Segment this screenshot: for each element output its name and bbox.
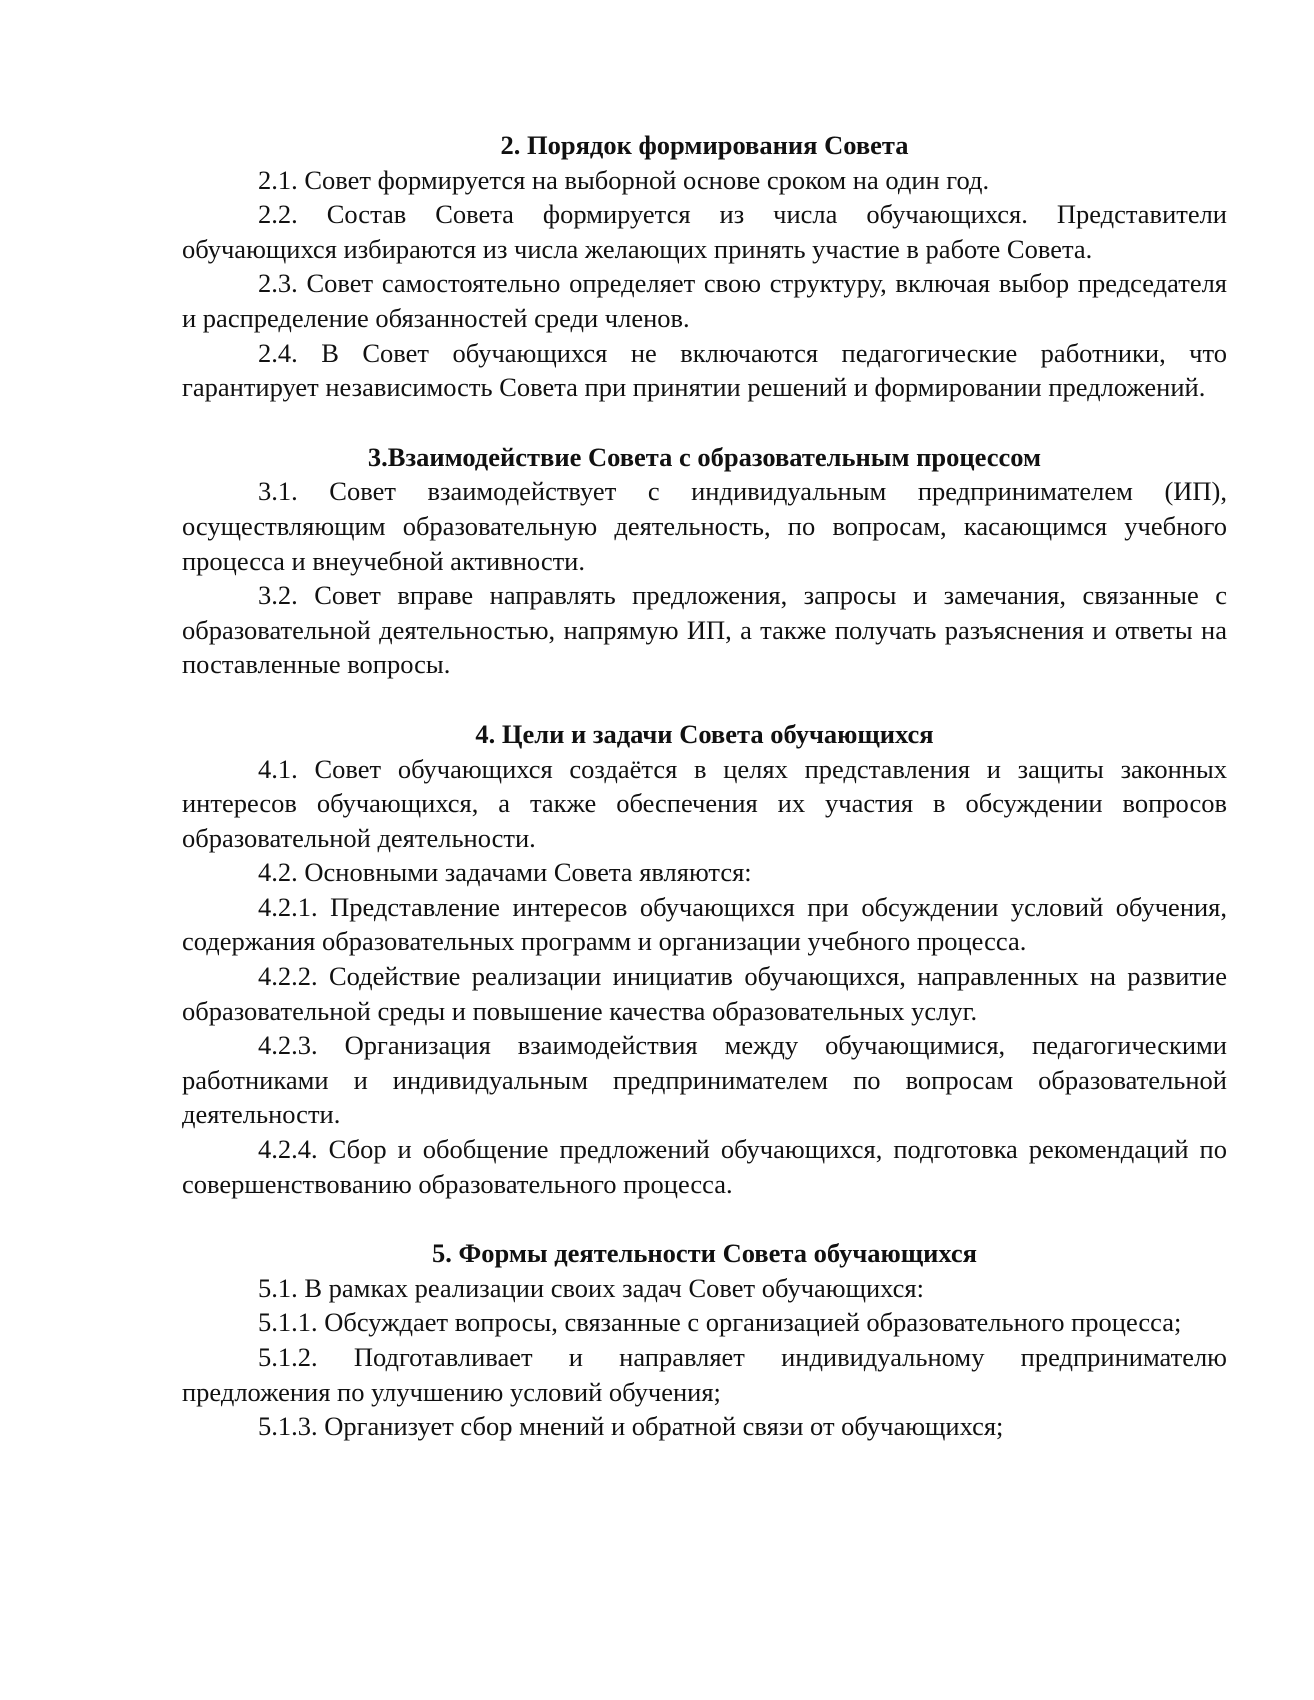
paragraph-4-2-1: 4.2.1. Представление интересов обучающихся при обсуждении условий обучения, содержания образовательных программ и организации учебного процесса. [182,891,1227,957]
section-heading: 4. Цели и задачи Совета обучающихся [475,718,934,749]
section-4-goals [182,717,1227,1201]
paragraph-2-4: 2.4. В Совет обучающихся не включаются педагогические работники, что гарантирует независимость Совета при принятии решений и формировании предложений. [182,337,1227,403]
paragraph-3-1: 3.1. Совет взаимодействует с индивидуальным предпринимателем (ИП), осуществляющим образовательную деятельность, по вопросам, касающимся учебного процесса и внеучебной активности. [182,476,1227,576]
section-3-interaction [182,440,1227,682]
paragraph-4-2-3: 4.2.3. Организация взаимодействия между обучающимися, педагогическими работниками и индивидуальным предпринимателем по вопросам образовательной деятельности. [182,1030,1227,1130]
paragraph-5-1: 5.1. В рамках реализации своих задач Совет обучающихся: [258,1272,924,1303]
paragraph-4-2-2: 4.2.2. Содействие реализации инициатив обучающихся, направленных на развитие образовательной среды и повышение качества образовательных услуг. [182,961,1227,1026]
paragraph-5-1-1: 5.1.1. Обсуждает вопросы, связанные с организацией образовательного процесса; [258,1307,1182,1338]
paragraph-2-1: 2.1. Совет формируется на выборной основе сроком на один год. [258,164,990,195]
section-heading: 2. Порядок формирования Совета [500,130,909,160]
section-heading: 5. Формы деятельности Совета обучающихся [432,1238,977,1269]
paragraph-2-3: 2.3. Совет самостоятельно определяет свою структуру, включая выбор председателя и распределение обязанностей среди членов. [182,268,1227,333]
paragraph-4-2: 4.2. Основными задачами Совета являются: [258,857,752,888]
section-2-formation [182,128,1227,405]
paragraph-2-2: 2.2. Состав Совета формируется из числа обучающихся. Представители обучающихся избираются из числа желающих принять участие в работе Совета. [182,199,1227,264]
paragraph-5-1-3: 5.1.3. Организует сбор мнений и обратной связи от обучающихся; [258,1411,1004,1442]
paragraph-4-2-4: 4.2.4. Сбор и обобщение предложений обучающихся, подготовка рекомендаций по совершенствованию образовательного процесса. [182,1134,1227,1199]
document-body [182,128,1227,1479]
paragraph-3-2: 3.2. Совет вправе направлять предложения, запросы и замечания, связанные с образовательной деятельностью, напрямую ИП, а также получать разъяснения и ответы на поставленные вопросы. [182,580,1227,680]
paragraph-5-1-2: 5.1.2. Подготавливает и направляет индивидуальному предпринимателю предложения по улучшению условий обучения; [182,1342,1227,1407]
section-heading: 3.Взаимодействие Совета с образовательным процессом [367,441,1042,472]
section-5-activities [182,1236,1227,1444]
paragraph-4-1: 4.1. Совет обучающихся создаётся в целях представления и защиты законных интересов обучающихся, а также обеспечения их участия в обсуждении вопросов образовательной деятельности. [182,753,1227,853]
